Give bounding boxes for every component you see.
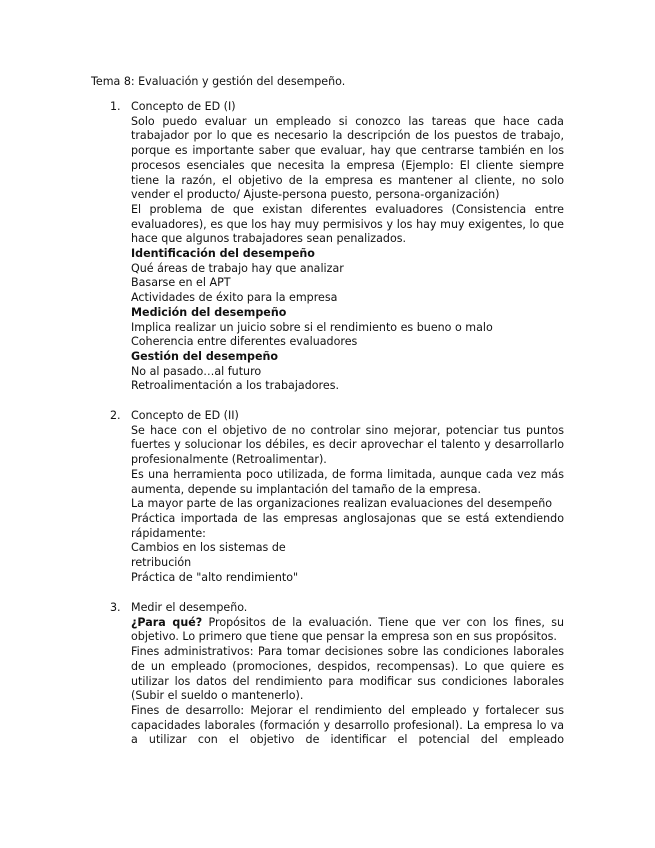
subheading: Gestión del desempeño <box>131 349 278 363</box>
list-item-1 <box>110 100 564 394</box>
question-label: ¿Para qué? <box>131 615 203 629</box>
subheading: Medición del desempeño <box>131 305 287 319</box>
paragraph: Es una herramienta poco utilizada, de forma limitada, aunque cada vez más aumenta, depende su implantación del tamaño de la empresa. <box>131 467 564 496</box>
list-line: Coherencia entre diferentes evaluadores <box>131 335 358 349</box>
list-number: 3. <box>110 601 121 614</box>
list-number: 2. <box>110 409 121 422</box>
section-heading: Concepto de ED (II) <box>131 409 239 422</box>
list-line: Retroalimentación a los trabajadores. <box>131 379 339 393</box>
list-line: Basarse en el APT <box>131 276 231 290</box>
paragraph: Práctica importada de las empresas anglosajonas que se está extendiendo rápidamente: <box>131 511 564 540</box>
paragraph: El problema de que existan diferentes evaluadores (Consistencia entre evaluadores), es que los hay muy permisivos y los hay muy exigentes, lo que hace que algunos trabajadores sean penalizados. <box>131 202 564 246</box>
section-heading: Medir el desempeño. <box>131 601 248 614</box>
list-number: 1. <box>110 100 121 113</box>
list-line: Implica realizar un juicio sobre si el rendimiento es bueno o malo <box>131 320 493 334</box>
document-title: Tema 8: Evaluación y gestión del desempeño. <box>91 75 346 88</box>
paragraph <box>131 616 564 645</box>
list-line: Qué áreas de trabajo hay que analizar <box>131 261 344 275</box>
list-item-2 <box>110 409 564 585</box>
section-heading: Concepto de ED (I) <box>131 100 236 113</box>
list-line: retribución <box>131 556 192 570</box>
list-line: Actividades de éxito para la empresa <box>131 291 338 305</box>
paragraph: Solo puedo evaluar un empleado si conozco las tareas que hace cada trabajador por lo que es necesario la descripción de los puestos de trabajo, porque es importante saber que evaluar, hay que centrarse también en los procesos esenciales que necesita la empresa (Ejemplo: El cliente siempre tiene la razón, el objetivo de la empresa es mantener al cliente, no solo vender el producto/ Ajuste-persona puesto, persona-organización) <box>131 114 564 202</box>
list-line: No al pasado…al futuro <box>131 364 262 378</box>
paragraph: Fines administrativos: Para tomar decisiones sobre las condiciones laborales de un empleado (promociones, despidos, recompensas). Lo que quiere es utilizar los datos del rendimiento para modificar sus condiciones laborales (Subir el sueldo o mantenerlo). <box>131 645 564 703</box>
list-line: Cambios en los sistemas de <box>131 541 286 555</box>
paragraph: Fines de desarrollo: Mejorar el rendimiento del empleado y fortalecer sus capacidades laborales (formación y desarrollo profesional). La empresa lo va a utilizar con el objetivo de identificar el potencial del empleado <box>131 703 564 747</box>
paragraph-text: Propósitos de la evaluación. Tiene que ver con los fines, su objetivo. Lo primero que tiene que pensar la empresa son en sus propósitos. <box>131 615 565 644</box>
list-line: Práctica de "alto rendimiento" <box>131 570 299 584</box>
list-item-3 <box>110 601 564 748</box>
paragraph: Se hace con el objetivo de no controlar sino mejorar, potenciar tus puntos fuertes y solucionar los débiles, es decir aprovechar el talento y desarrollarlo profesionalmente (Retroalimentar). <box>131 423 564 467</box>
paragraph: La mayor parte de las organizaciones realizan evaluaciones del desempeño <box>131 497 553 511</box>
subheading: Identificación del desempeño <box>131 247 315 261</box>
